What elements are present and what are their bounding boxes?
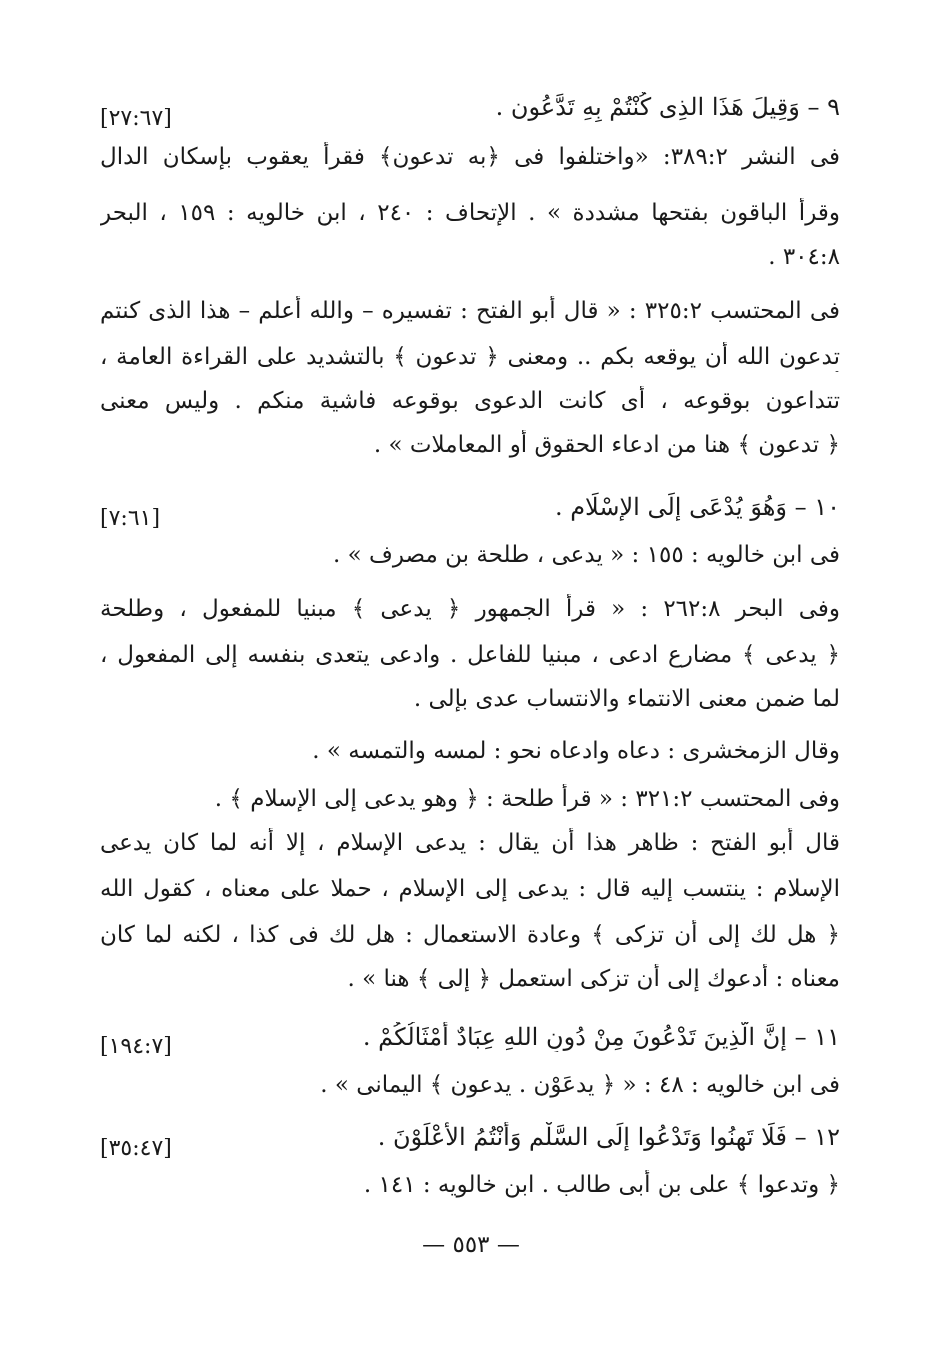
verse-11-reference: [١٩٤:٧] xyxy=(100,1034,172,1059)
commentary-line: وفى البحر ٢٦٢:٨ : « قرأ الجمهور ﴿ يدعى ﴾ مبنيا للمفعول ، وطلحة xyxy=(100,596,840,622)
page-body xyxy=(100,80,840,1310)
commentary-line: تتداعون بوقوعه ، أى كانت الدعوى بوقوعه فاشية منكم . وليس معنى xyxy=(100,388,840,414)
commentary-line: ٣٠٤:٨ . xyxy=(768,244,840,270)
commentary-line: الإسلام : ينتسب إليه قال : يدعى إلى الإسلام ، حملا على معناه ، كقول الله xyxy=(100,876,840,902)
verse-11: ١١ – إِنَّ الَّذِينَ تَدْعُونَ مِنْ دُونِ اللهِ عِبَادٌ أَمْثَالُكُمْ . xyxy=(362,1023,840,1051)
commentary-line: ﴿ تدعون ﴾ هنا من ادعاء الحقوق أو المعاملات » . xyxy=(373,432,840,458)
commentary-line: فى النشر ٣٨٩:٢: «واختلفوا فى ﴿به تدعون﴾ فقرأ يعقوب بإسكان الدال xyxy=(100,144,840,170)
commentary-line: ﴿ هل لك إلى أن تزكى ﴾ وعادة الاستعمال : هل لك فى كذا ، لكنه لما كان xyxy=(100,922,840,948)
verse-10-reference: [٧:٦١] xyxy=(100,506,161,531)
commentary-line: فى ابن خالويه : ١٥٥ : « يدعى ، طلحة بن مصرف » . xyxy=(333,542,840,568)
commentary-line: فى المحتسب ٣٢٥:٢ : « قال أبو الفتح : تفسيره – والله أعلم – هذا الذى كنتم xyxy=(100,298,840,324)
verse-10: ١٠ – وَهُوَ يُدْعَى إِلَى الإِسْلَامِ . xyxy=(554,493,840,521)
commentary-line: لما ضمن معنى الانتماء والانتساب عدى بإلى . xyxy=(413,686,840,712)
commentary-line: وقال الزمخشرى : دعاه وادعاه نحو : لمسه والتمسه » . xyxy=(312,738,840,764)
commentary-line: ﴿ يدعى ﴾ مضارع ادعى ، مبنيا للفاعل . وادعى يتعدى بنفسه إلى المفعول ، xyxy=(100,642,840,668)
commentary-line: وقرأ الباقون بفتحها مشددة » . الإتحاف : ٢٤٠ ، ابن خالويه : ١٥٩ ، البحر xyxy=(100,200,840,226)
commentary-line: تدعون الله أن يوقعه بكم .. ومعنى ﴿ تدعون ﴾ بالتشديد على القراءة العامة ، xyxy=(100,344,840,370)
verse-9-reference: [٢٧:٦٧] xyxy=(100,106,172,131)
page-number: — ٥٥٣ — xyxy=(422,1232,520,1258)
commentary-line: وفى المحتسب ٣٢١:٢ : « قرأ طلحة : ﴿ وهو يدعى إلى الإسلام ﴾ . xyxy=(214,786,840,812)
commentary-line: قال أبو الفتح : ظاهر هذا أن يقال : يدعى الإسلام ، إلا أنه لما كان يدعى xyxy=(100,830,840,856)
commentary-line: ﴿ وتدعوا ﴾ على بن أبى طالب . ابن خالويه : ١٤١ . xyxy=(363,1172,840,1198)
verse-12-reference: [٣٥:٤٧] xyxy=(100,1136,172,1161)
verse-12: ١٢ – فَلَا تَهِنُوا وَتَدْعُوا إِلَى السَّلْمِ وَأَنْتُمُ الأَعْلَوْنَ . xyxy=(377,1123,840,1151)
commentary-line: معناه : أدعوك إلى أن تزكى استعمل ﴿ إلى ﴾ هنا » . xyxy=(347,966,840,992)
commentary-line: فى ابن خالويه : ٤٨ : « ﴿ يدعَوْن . يدعون ﴾ اليمانى » . xyxy=(320,1072,840,1098)
verse-9: ٩ – وَقِيلَ هَذَا الذِى كُنْتُمْ بِهِ تَدَّعُون . xyxy=(495,93,840,121)
